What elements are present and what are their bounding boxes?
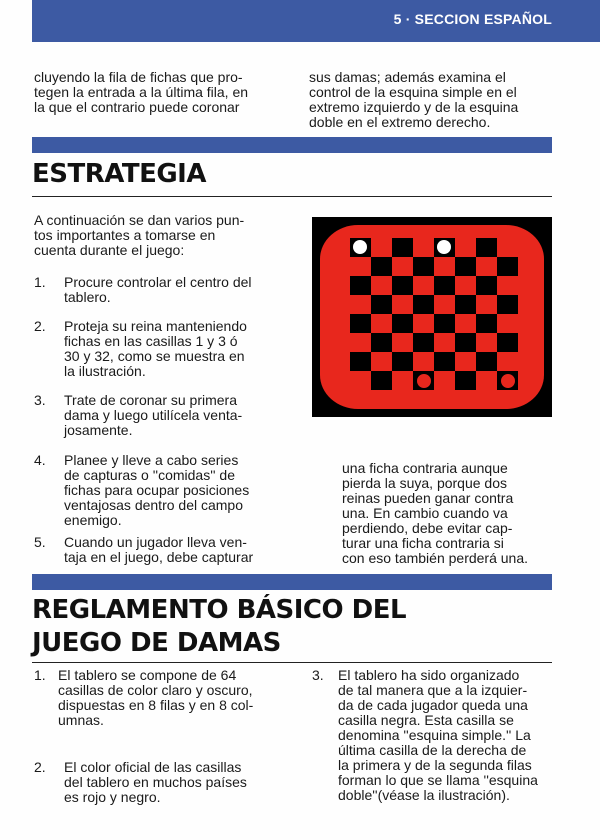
dark-square [350, 314, 371, 333]
checkerboard-illustration [312, 217, 552, 417]
text-line: tos importantes a tomarse en [34, 227, 216, 243]
dark-square [455, 257, 476, 276]
section-heading-estrategia: ESTRATEGIA [32, 159, 206, 189]
dark-square [371, 257, 392, 276]
text-line: taja en el juego, debe capturar [64, 549, 254, 565]
text-line: El tablero se compone de 64 [58, 667, 237, 683]
dark-square [455, 295, 476, 314]
red-checker-piece [416, 373, 432, 389]
text-line: última casilla de la derecha de [338, 742, 527, 758]
text-line: fichas para ocupar posiciones [64, 482, 250, 498]
text-line: josamente. [64, 422, 133, 438]
heading-rule [32, 196, 552, 197]
intro-left-column [34, 70, 279, 115]
text-line: fichas en las casillas 1 y 3 ó [64, 333, 238, 349]
dark-square [497, 333, 518, 352]
text-line: con eso también perderá una. [342, 550, 529, 566]
text-line: Trate de coronar su primera [64, 392, 237, 408]
dark-square [392, 276, 413, 295]
heading-line: REGLAMENTO BÁSICO DEL [32, 595, 407, 625]
item-5-continuation [342, 461, 562, 566]
dark-square [476, 352, 497, 371]
header-bar [32, 0, 600, 42]
text-line: Planee y lleve a cabo series [64, 452, 239, 468]
text-line: pierda la suya, porque dos [342, 475, 507, 491]
text-line: umnas. [58, 712, 104, 728]
dark-square [371, 333, 392, 352]
item-number: 2. [34, 759, 46, 775]
dark-square [392, 238, 413, 257]
text-line: una ficha contraria aunque [342, 460, 508, 476]
dark-square [476, 276, 497, 295]
text-line: casilla negra. Esta casilla se [338, 712, 514, 728]
text-line: El tablero ha sido organizado [338, 667, 520, 683]
dark-square [392, 352, 413, 371]
text-line: sus damas; además examina el [309, 69, 506, 85]
dark-square [413, 295, 434, 314]
text-line: 30 y 32, como se muestra en [64, 348, 245, 364]
item-number: 1. [34, 274, 46, 290]
red-checker-piece [500, 373, 516, 389]
text-line: doble''(véase la ilustración). [338, 787, 510, 803]
section-heading-reglamento [32, 594, 406, 660]
dark-square [392, 314, 413, 333]
text-line: denomina ''esquina simple.'' La [338, 727, 531, 743]
text-line: reinas pueden ganar contra [342, 490, 514, 506]
text-line: control de la esquina simple en el [309, 84, 517, 100]
text-line: Cuando un jugador lleva ven- [64, 534, 247, 550]
dark-square [455, 333, 476, 352]
dark-square [434, 276, 455, 295]
dark-square [497, 295, 518, 314]
dark-square [371, 371, 392, 390]
dark-square [413, 333, 434, 352]
text-line: la que el contrario puede coronar [34, 99, 240, 115]
dark-square [413, 257, 434, 276]
item-number: 4. [34, 452, 46, 468]
white-checker-piece [353, 240, 367, 254]
dark-square [350, 276, 371, 295]
text-line: A continuación se dan varios pun- [34, 212, 245, 228]
text-line: da de cada jugador queda una [338, 697, 528, 713]
dark-square [434, 314, 455, 333]
heading-rule [32, 662, 552, 663]
text-line: dispuestas en 8 filas y en 8 col- [58, 697, 254, 713]
text-line: Proteja su reina manteniendo [64, 318, 247, 334]
checkerboard-screen [320, 225, 544, 409]
dark-square [455, 371, 476, 390]
text-line: perdiendo, debe evitar cap- [342, 520, 513, 536]
dark-square [371, 295, 392, 314]
text-line: la ilustración. [64, 363, 146, 379]
dark-square [350, 352, 371, 371]
dark-square [497, 257, 518, 276]
text-line: del tablero en muchos países [64, 774, 247, 790]
text-line: de tal manera que a la izquier- [338, 682, 528, 698]
text-line: es rojo y negro. [64, 789, 161, 805]
text-line: de capturas o ''comidas'' de [64, 467, 236, 483]
text-line: la primera y de la segunda filas [338, 757, 532, 773]
text-line: Procure controlar el centro del [64, 274, 252, 290]
section-divider-bar [32, 574, 552, 590]
text-line: tablero. [64, 289, 111, 305]
intro-right-column [309, 70, 554, 130]
heading-line: JUEGO DE DAMAS [32, 628, 281, 658]
item-number: 2. [34, 318, 46, 334]
item-number: 3. [34, 392, 46, 408]
text-line: tegen la entrada a la última fila, en [34, 84, 249, 100]
dark-square [476, 314, 497, 333]
text-line: cluyendo la fila de fichas que pro- [34, 69, 243, 85]
section-divider-bar [32, 137, 552, 153]
text-line: casillas de color claro y oscuro, [58, 682, 253, 698]
dark-square [476, 238, 497, 257]
text-line: una. En cambio cuando va [342, 505, 508, 521]
text-line: enemigo. [64, 512, 122, 528]
text-line: extremo izquierdo y de la esquina [309, 99, 519, 115]
text-line: doble en el extremo derecho. [309, 114, 491, 130]
item-number: 1. [34, 667, 46, 683]
white-checker-piece [437, 240, 451, 254]
text-line: turar una ficha contraria si [342, 535, 504, 551]
estrategia-lead [34, 213, 294, 258]
item-number: 5. [34, 534, 46, 550]
text-line: El color oficial de las casillas [64, 759, 242, 775]
page-label: 5 · SECCION ESPAÑOL [393, 11, 552, 27]
dark-square [434, 352, 455, 371]
text-line: dama y luego utilícela venta- [64, 407, 243, 423]
item-number: 3. [312, 667, 324, 683]
text-line: cuenta durante el juego: [34, 242, 185, 258]
text-line: ventajosas dentro del campo [64, 497, 243, 513]
text-line: forman lo que se llama ''esquina [338, 772, 538, 788]
